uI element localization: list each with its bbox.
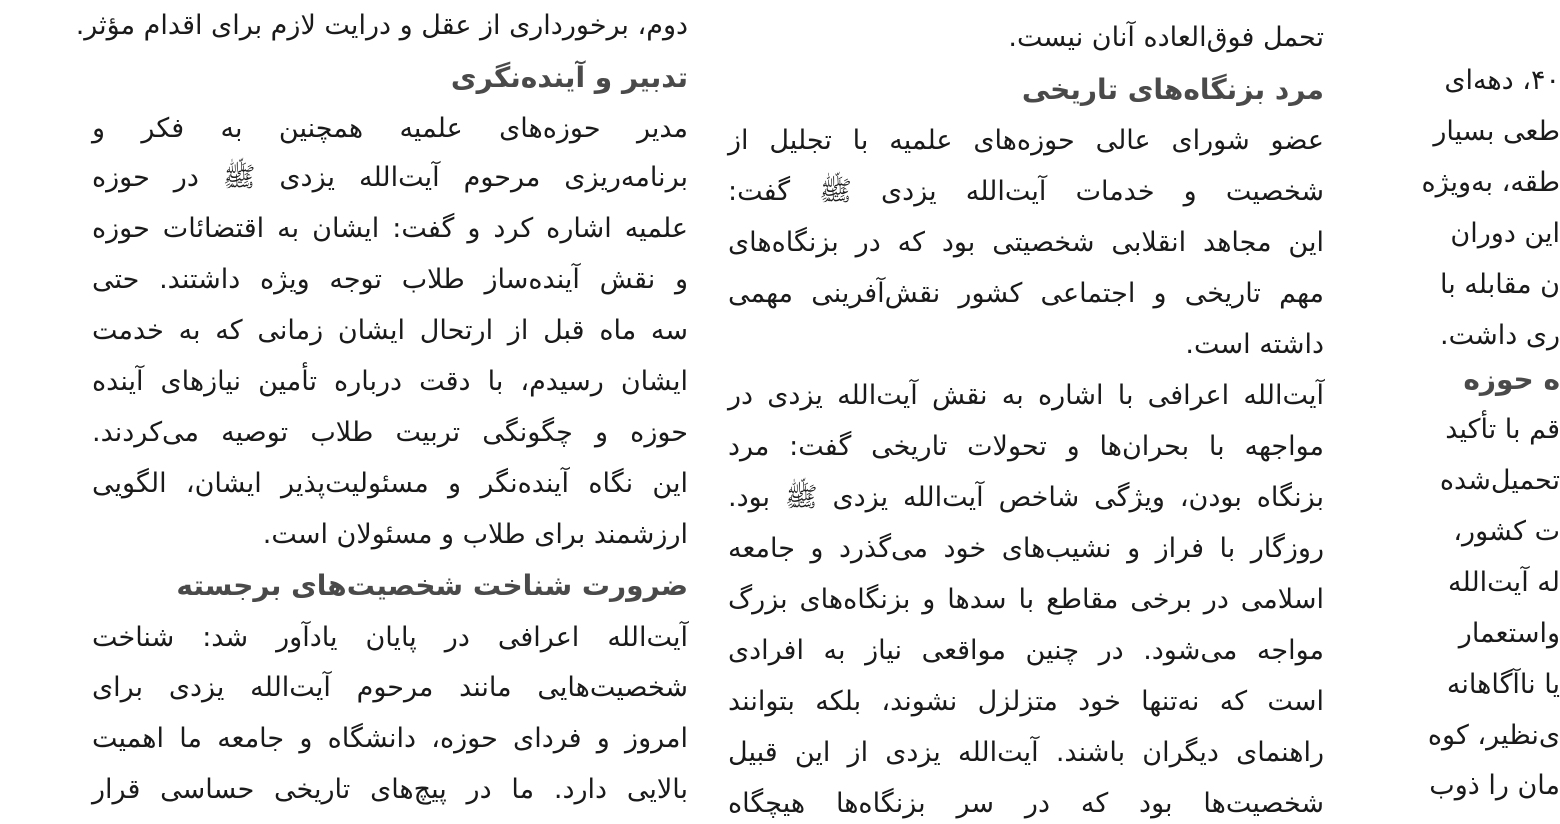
section-heading: تدبیر و آینده‌نگری bbox=[450, 61, 688, 94]
text-line: عضو شورای عالی حوزه‌های علمیه با تجلیل از bbox=[728, 125, 1324, 156]
text-line: شخصیت‌ها بود که در سر بزنگاه‌ها هیچگاه bbox=[728, 788, 1324, 819]
section-heading: ضرورت شناخت شخصیت‌های برجسته bbox=[176, 569, 688, 602]
text-line: این نگاه آینده‌نگر و مسئولیت‌پذیر ایشان، الگویی bbox=[92, 468, 688, 499]
text-line: تحمیل‌شده bbox=[1439, 465, 1560, 496]
text-line: ن مقابله با bbox=[1439, 269, 1560, 300]
text-line: اسلامی در برخی مقاطع با سدها و بزنگاه‌های بزرگ bbox=[728, 584, 1324, 615]
text-line: است که نه‌تنها خود متزلزل نشوند، بلکه بتوانند bbox=[728, 686, 1324, 717]
text-line: شخصیت و خدمات آیت‌الله یزدی ﷺ گفت: bbox=[728, 176, 1324, 207]
text-line: بزنگاه بودن، ویژگی شاخص آیت‌الله یزدی ﷺ بود. bbox=[728, 482, 1324, 513]
article-column-left bbox=[75, 0, 688, 822]
text-line: آیت‌الله اعرافی در پایان یادآور شد: شناخت bbox=[92, 622, 688, 653]
text-line: داشته است. bbox=[1185, 329, 1324, 360]
text-line: مان را ذوب bbox=[1429, 770, 1560, 801]
text-line: ت کشور، bbox=[1453, 516, 1560, 547]
text-line: علمیه اشاره کرد و گفت: ایشان به اقتضائات حوزه bbox=[92, 213, 688, 244]
section-heading: مرد بزنگاه‌های تاریخی bbox=[1021, 73, 1324, 106]
article-column-right bbox=[1360, 0, 1560, 822]
text-line: تحمل فوق‌العاده آنان نیست. bbox=[1008, 22, 1324, 53]
text-line: روزگار با فراز و نشیب‌های خود می‌گذرد و جامعه bbox=[728, 533, 1324, 564]
text-line: این دوران bbox=[1450, 218, 1560, 249]
text-line: سه ماه قبل از ارتحال ایشان زمانی که به خدمت bbox=[92, 315, 688, 346]
text-line: طقه، به‌ویژه bbox=[1421, 167, 1560, 198]
text-line: بالایی دارد. ما در پیچ‌های تاریخی حساسی قرار bbox=[92, 774, 688, 805]
text-line: برنامه‌ریزی مرحوم آیت‌الله یزدی ﷺ در حوزه bbox=[92, 162, 688, 193]
text-line: راهنمای دیگران باشند. آیت‌الله یزدی از این قبیل bbox=[728, 737, 1324, 768]
text-line: مواجهه با بحران‌ها و تحولات تاریخی گفت: مرد bbox=[728, 431, 1324, 462]
text-line: ایشان رسیدم، با دقت درباره تأمین نیازهای آینده bbox=[92, 366, 688, 397]
text-line: امروز و فردای حوزه، دانشگاه و جامعه ما اهمیت bbox=[92, 723, 688, 754]
text-line: مواجه می‌شود. در چنین مواقعی نیاز به افرادی bbox=[728, 635, 1324, 666]
text-line: شخصیت‌هایی مانند مرحوم آیت‌الله یزدی برای bbox=[92, 672, 688, 703]
text-line: مهم تاریخی و اجتماعی کشور نقش‌آفرینی مهمی bbox=[728, 278, 1324, 309]
text-line: آیت‌الله اعرافی با اشاره به نقش آیت‌الله یزدی در bbox=[728, 380, 1324, 411]
text-line: طعی بسیار bbox=[1433, 116, 1560, 147]
text-line: ارزشمند برای طلاب و مسئولان است. bbox=[262, 519, 688, 550]
text-line: له آیت‌الله bbox=[1448, 567, 1560, 598]
text-line: و نقش آینده‌ساز طلاب توجه ویژه داشتند. حتی bbox=[92, 264, 688, 295]
text-line: دوم، برخورداری از عقل و درایت لازم برای اقدام مؤثر. bbox=[75, 10, 688, 41]
text-line: حوزه و چگونگی تربیت طلاب توصیه می‌کردند. bbox=[92, 417, 688, 448]
text-line: قم با تأکید bbox=[1445, 414, 1560, 445]
article-column-middle bbox=[728, 0, 1324, 822]
text-line: مدیر حوزه‌های علمیه همچنین به فکر و bbox=[92, 113, 688, 144]
text-line: واستعمار bbox=[1458, 618, 1560, 649]
text-line: این مجاهد انقلابی شخصیتی بود که در بزنگاه‌های bbox=[728, 227, 1324, 258]
text-line: ری داشت. bbox=[1440, 320, 1560, 351]
text-line: ۴۰، دهه‌ای bbox=[1444, 65, 1560, 96]
text-line: یا ناآگاهانه bbox=[1446, 669, 1560, 700]
section-heading: ه حوزه bbox=[1463, 363, 1560, 396]
text-line: ی‌نظیر، کوه bbox=[1427, 720, 1560, 751]
